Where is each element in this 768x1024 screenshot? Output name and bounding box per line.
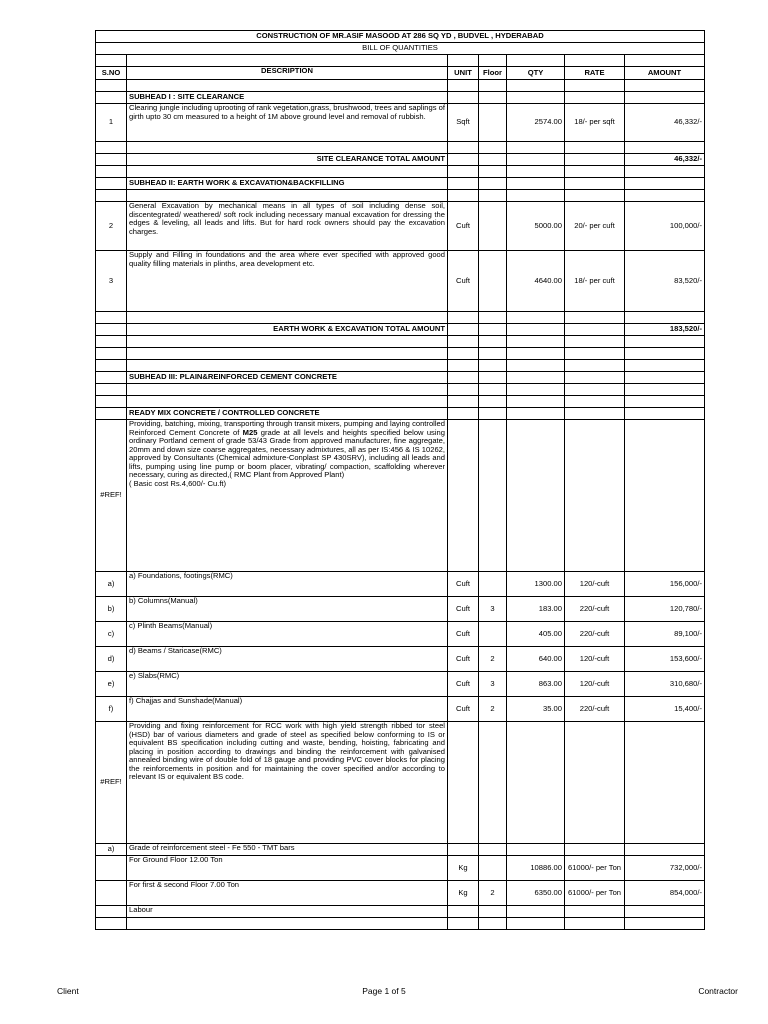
subsection-heading: READY MIX CONCRETE / CONTROLLED CONCRETE: [127, 408, 448, 420]
boq-table: [95, 30, 705, 930]
table-row: a) Grade of reinforcement steel - Fe 550 - TMT bars: [96, 844, 705, 856]
table-row: #REF! Providing, batching, mixing, transporting through transit mixers, pumping and laying controlled Reinforced Cement Concrete of M25 grade at all levels and heights specified below using ordinary Portland cement of grade 53/43 Grade from approved manufacturer, fine aggregate, 20mm and down size coarse aggregates, necessary admixtures, all as per IS:456 & IS 10262, approved by Consultants (Chemical admixture-Conplast SP 430SRV), including all leads and lifts, pumping using line pump or boom placer, vibrating/ compaction, scaffolding wherever necessary, curing as directed,( RMC Plant from Approved Plant) ( Basic cost Rs.4,600/- Cu.ft): [96, 420, 705, 572]
table-row: b) b) Columns(Manual) Cuft 3 183.00 220/-cuft 120,780/-: [96, 597, 705, 622]
table-row: f) f) Chajjas and Sunshade(Manual) Cuft 2 35.00 220/-cuft 15,400/-: [96, 697, 705, 722]
item-description: General Excavation by mechanical means in all types of soil including dense soil, discentegrated/ weathered/ soft rock including necessary manual excavation for dressing the edges & leveling, all leads and lifts. But for hard rock owners should pay the excavation charges.: [127, 202, 448, 251]
section-heading: SUBHEAD I : SITE CLEARANCE: [127, 92, 448, 104]
col-description: DESCRIPTION: [127, 67, 448, 80]
item-description: Providing and fixing reinforcement for RCC work with high yield strength ribbed tor steel (HSD) bar of various diameters and grade of steel as specified below conforming to IS or equivalent BS specification including cutting and waste, bending, hoisting, fabricating and placing in position according to drawings and binding the reinforcement with galvanised annealed binding wire of double fold of 18 gauge and providing PVC cover blocks for placing the reinforcements in position and for maintaining the cover specified and/or according to relevant IS or equivalent BS code.: [127, 722, 448, 844]
document-title: CONSTRUCTION OF MR.ASIF MASOOD AT 286 SQ YD , BUDVEL , HYDERABAD: [96, 31, 705, 43]
col-floor: Floor: [479, 67, 507, 80]
footer-client: Client: [57, 986, 79, 996]
section-total-label: SITE CLEARANCE TOTAL AMOUNT: [127, 154, 448, 166]
table-row: d) d) Beams / Staricase(RMC) Cuft 2 640.00 120/-cuft 153,600/-: [96, 647, 705, 672]
document-subtitle: BILL OF QUANTITIES: [96, 43, 705, 55]
section-total-amount: 183,520/-: [625, 324, 705, 336]
table-row: For first & second Floor 7.00 Ton Kg 2 6350.00 61000/- per Ton 854,000/-: [96, 881, 705, 906]
table-row: 3 Supply and Filling in foundations and the area where ever specified with approved good quality filling materials in plinths, area development etc. Cuft 4640.00 18/- per cuft 83,520/-: [96, 251, 705, 312]
item-description: Supply and Filling in foundations and the area where ever specified with approved good quality filling materials in plinths, area development etc.: [127, 251, 448, 312]
table-row: e) e) Slabs(RMC) Cuft 3 863.00 120/-cuft 310,680/-: [96, 672, 705, 697]
table-row: a) a) Foundations, footings(RMC) Cuft 1300.00 120/-cuft 156,000/-: [96, 572, 705, 597]
col-rate: RATE: [565, 67, 625, 80]
table-row: For Ground Floor 12.00 Ton Kg 10886.00 61000/- per Ton 732,000/-: [96, 856, 705, 881]
section-total-amount: 46,332/-: [625, 154, 705, 166]
section-total-row: [96, 154, 705, 166]
column-header-row: [96, 67, 705, 80]
item-description: Providing, batching, mixing, transporting through transit mixers, pumping and laying controlled Reinforced Cement Concrete of M25 grade at all levels and heights specified below using ordinary Portland cement of grade 53/43 Grade from approved manufacturer, fine aggregate, 20mm and down size coarse aggregates, necessary admixtures, all as per IS:456 & IS 10262, approved by Consultants (Chemical admixture-Conplast SP 430SRV), including all leads and lifts, pumping using line pump or boom placer, vibrating/ compaction, scaffolding wherever necessary, curing as directed,( RMC Plant from Approved Plant) ( Basic cost Rs.4,600/- Cu.ft): [127, 420, 448, 572]
item-description: Clearing jungle including uprooting of rank vegetation,grass, brushwood, trees and saplings of girth upto 30 cm measured to a height of 1M above ground level and removal of rubbish.: [127, 104, 448, 142]
table-row: 2 General Excavation by mechanical means in all types of soil including dense soil, discentegrated/ weathered/ soft rock including necessary manual excavation for dressing the edges & leveling, all leads and lifts. But for hard rock owners should pay the excavation charges. Cuft 5000.00 20/- per cuft 100,000/-: [96, 202, 705, 251]
footer-page-number: Page 1 of 5: [362, 986, 406, 996]
section-total-label: EARTH WORK & EXCAVATION TOTAL AMOUNT: [127, 324, 448, 336]
section-heading: SUBHEAD II: EARTH WORK & EXCAVATION&BACKFILLING: [127, 178, 448, 190]
col-unit: UNIT: [448, 67, 479, 80]
section-heading: SUBHEAD III: PLAIN&REINFORCED CEMENT CONCRETE: [127, 372, 448, 384]
section-total-row: [96, 324, 705, 336]
col-amount: AMOUNT: [625, 67, 705, 80]
col-qty: QTY: [507, 67, 565, 80]
col-sno: S.NO: [96, 67, 127, 80]
table-row: Labour: [96, 906, 705, 918]
table-row: #REF! Providing and fixing reinforcement for RCC work with high yield strength ribbed tor steel (HSD) bar of various diameters and grade of steel as specified below conforming to IS or equivalent BS specification including cutting and waste, bending, hoisting, fabricating and placing in position according to drawings and binding the reinforcement with galvanised annealed binding wire of double fold of 18 gauge and providing PVC cover blocks for placing the reinforcements in position and for maintaining the cover specified and/or according to relevant IS or equivalent BS code.: [96, 722, 705, 844]
table-row: c) c) Plinth Beams(Manual) Cuft 405.00 220/-cuft 89,100/-: [96, 622, 705, 647]
footer-contractor: Contractor: [698, 986, 738, 996]
table-row: 1 Clearing jungle including uprooting of rank vegetation,grass, brushwood, trees and saplings of girth upto 30 cm measured to a height of 1M above ground level and removal of rubbish. Sqft 2574.00 18/- per sqft 46,332/-: [96, 104, 705, 142]
boq-sheet: [95, 30, 704, 930]
